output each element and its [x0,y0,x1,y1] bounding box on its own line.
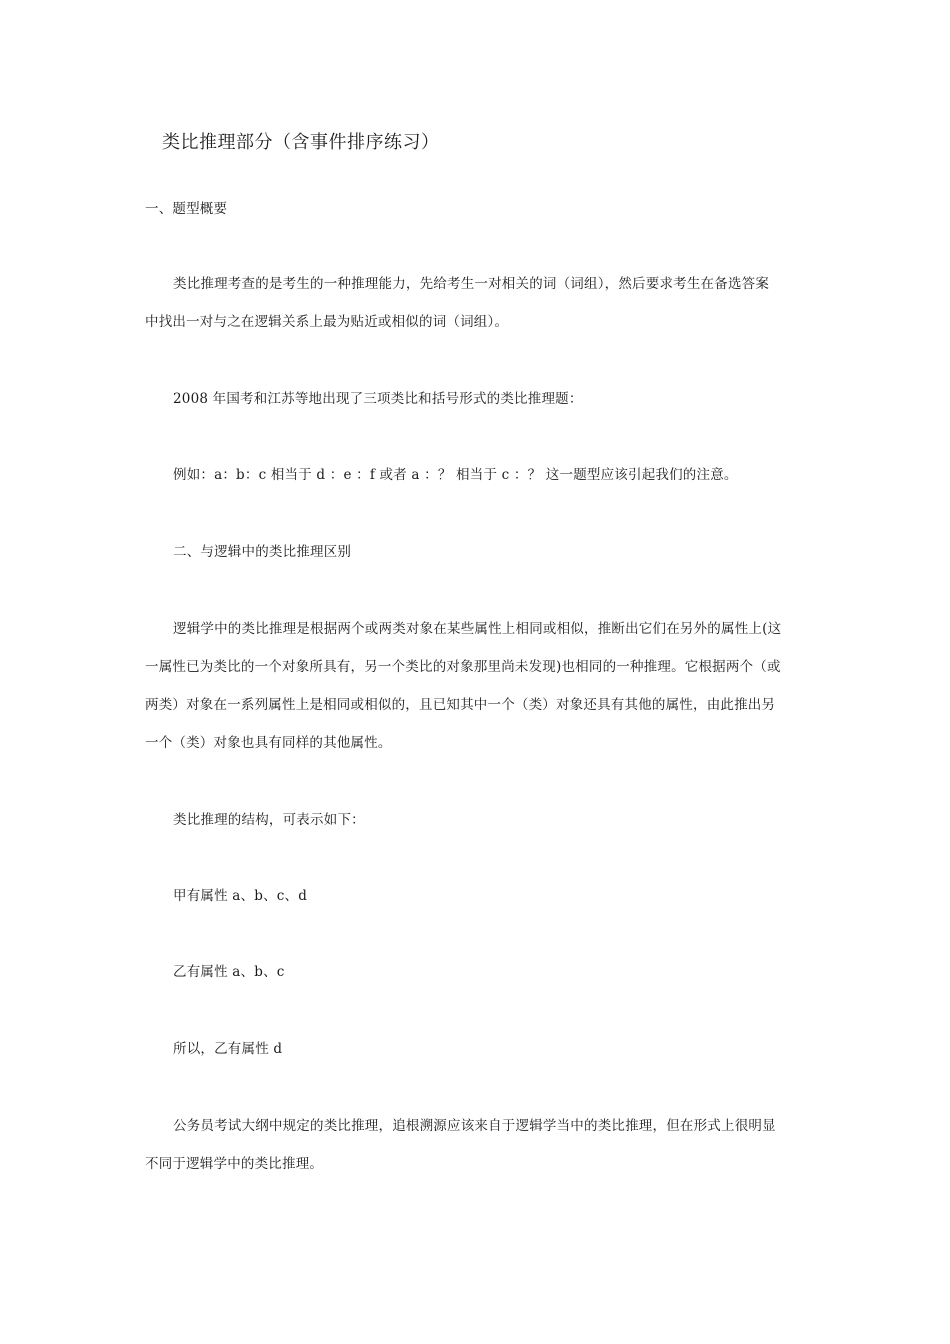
paragraph-line: 两类）对象在一系列属性上是相同或相似的，且已知其中一个（类）对象还具有其他的属性，由此推出另 [145,697,776,713]
paragraph-line: 不同于逻辑学中的类比推理。 [145,1156,324,1172]
paragraph-line: 例如：a：b：c 相当于 d ：e ：f 或者 a ：？ 相当于 c ：？ 这一题型应该引起我们的注意。 [173,467,738,483]
paragraph-line: 一属性已为类比的一个对象所具有，另一个类比的对象那里尚未发现)也相同的一种推理。它根据两个（或 [145,659,781,675]
section-heading-overview: 一、题型概要 [145,201,228,217]
paragraph-line: 逻辑学中的类比推理是根据两个或两类对象在某些属性上相同或相似，推断出它们在另外的属性上(这 [173,621,782,637]
paragraph-line: 类比推理的结构，可表示如下： [173,812,365,828]
paragraph-line: 2008 年国考和江苏等地出现了三项类比和括号形式的类比推理题： [173,391,583,407]
document-title: 类比推理部分（含事件排序练习） [162,132,440,153]
paragraph-line: 中找出一对与之在逻辑关系上最为贴近或相似的词（词组）。 [145,314,509,330]
paragraph-line: 一个（类）对象也具有同样的其他属性。 [145,735,392,751]
section-heading-difference: 二、与逻辑中的类比推理区别 [173,544,352,560]
paragraph-line: 类比推理考查的是考生的一种推理能力，先给考生一对相关的词（词组），然后要求考生在备选答案 [173,276,770,292]
structure-line: 乙有属性 a、b、c [173,964,285,980]
structure-line: 甲有属性 a、b、c、d [173,888,308,904]
paragraph-line: 公务员考试大纲中规定的类比推理，追根溯源应该来自于逻辑学当中的类比推理，但在形式上很明显 [173,1118,776,1134]
structure-line: 所以，乙有属性 d [173,1041,283,1057]
